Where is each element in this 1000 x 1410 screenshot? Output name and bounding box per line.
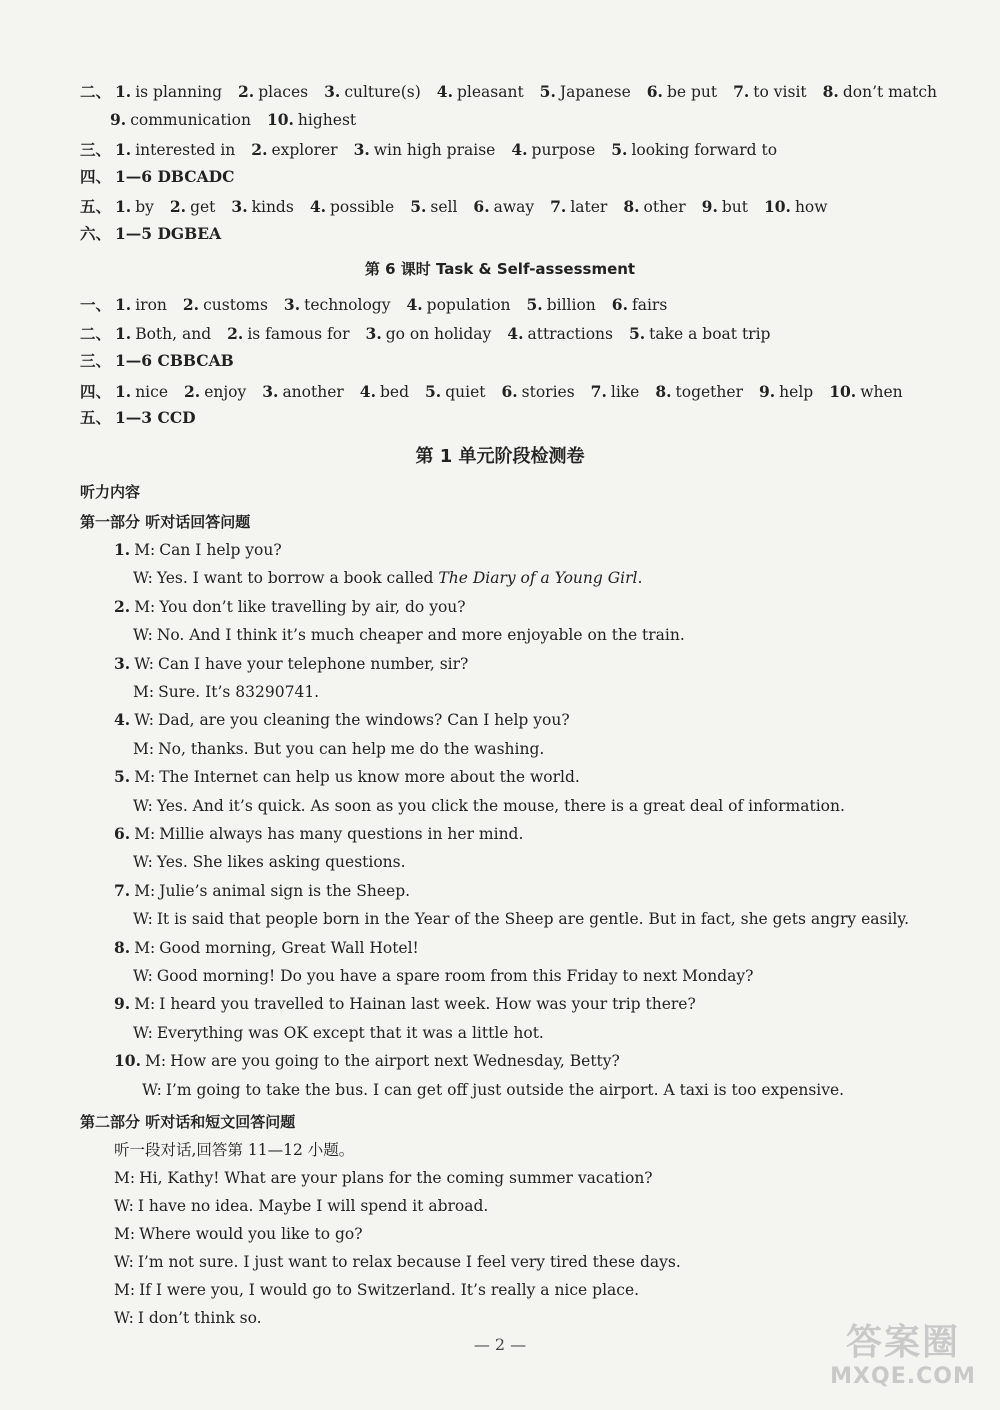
speaker-label: M: — [134, 541, 156, 559]
answer-text: to visit — [753, 83, 807, 101]
answer-item — [310, 198, 394, 216]
answer-row — [80, 347, 238, 375]
answer-item — [437, 83, 524, 101]
answer-text: Both, and — [135, 325, 212, 343]
answer-text: quiet — [445, 383, 486, 401]
answer-number: 3. — [365, 324, 382, 343]
answer-number: 6. — [611, 295, 628, 314]
answer-number: 1. — [115, 324, 132, 343]
row-label: 一、 — [80, 295, 112, 314]
answer-item — [110, 111, 251, 129]
row-label: 三、 — [80, 351, 112, 370]
answer-item — [170, 198, 216, 216]
answer-item — [115, 198, 154, 216]
row-label: 二、 — [80, 324, 112, 343]
answer-text: looking forward to — [631, 141, 778, 159]
speaker-label: W: — [133, 910, 153, 929]
answer-number: 10. — [829, 382, 857, 401]
answer-number: 3. — [324, 82, 341, 101]
dialogue-line — [133, 962, 753, 990]
speaker-label: M: — [134, 768, 156, 787]
answer-text: pleasant — [456, 83, 524, 101]
answer-item — [591, 383, 640, 401]
answer-text: win high praise — [373, 141, 496, 159]
dialogue-line — [133, 735, 544, 763]
answer-item — [473, 198, 534, 216]
answer-text: places — [258, 83, 309, 101]
question-number: 5. — [114, 767, 131, 787]
answer-text: away — [493, 198, 535, 216]
answer-number: 1. — [115, 382, 132, 401]
row-label: 四、 — [80, 167, 112, 186]
answer-number: 2. — [184, 382, 201, 401]
speaker-label: W: — [134, 711, 154, 730]
dialogue-text: Yes. I want to borrow a book called — [156, 569, 439, 588]
answer-item — [267, 111, 356, 129]
answer-number: 1. — [115, 82, 132, 101]
answer-text: but — [721, 198, 748, 216]
answer-number: 4. — [436, 82, 453, 101]
speaker-label: M: — [114, 1281, 136, 1299]
answer-row — [80, 78, 953, 106]
dialogue-line — [114, 706, 570, 734]
answer-row — [110, 106, 372, 134]
answer-row — [80, 320, 786, 348]
answer-item — [764, 198, 828, 216]
dialogue-text: No, thanks. But you can help me do the washing. — [158, 739, 545, 758]
answer-text: help — [779, 383, 814, 401]
dialogue-text: Can I have your telephone number, sir? — [158, 654, 469, 673]
answer-text: another — [282, 383, 344, 401]
dialogue-text: Sure. It’s 83290741. — [158, 683, 320, 701]
answer-text: culture(s) — [344, 83, 421, 101]
answer-number: 8. — [655, 382, 672, 401]
dialogue-line — [114, 1192, 488, 1220]
answer-item — [702, 198, 748, 216]
answer-number: 8. — [623, 197, 640, 216]
answer-item — [238, 83, 308, 101]
answer-number: 4. — [359, 382, 376, 401]
answer-text: explorer — [271, 141, 338, 159]
dialogue-text: Can I help you? — [159, 541, 282, 559]
answer-item — [611, 141, 777, 159]
answer-item — [647, 83, 717, 101]
dialogue-text: Dad, are you cleaning the windows? Can I help you? — [158, 711, 570, 730]
answer-number: 10. — [763, 197, 791, 216]
answer-text: other — [643, 198, 686, 216]
answer-number: 1. — [115, 140, 132, 159]
answer-item — [527, 296, 596, 314]
answer-item — [115, 83, 222, 101]
answer-item — [184, 383, 246, 401]
answer-number: 3. — [231, 197, 248, 216]
answer-number: 8. — [822, 82, 839, 101]
answer-item — [183, 296, 268, 314]
unit-test-title: 第 1 单元阶段检测卷 — [415, 446, 585, 467]
dialogue-line — [114, 1248, 681, 1276]
dialogue-text: How are you going to the airport next Wednesday, Betty? — [170, 1052, 620, 1071]
dialogue-text: Good morning, Great Wall Hotel! — [159, 938, 419, 957]
answer-row — [80, 378, 919, 406]
part1-title: 第一部分 听对话回答问题 — [80, 513, 251, 531]
dialogue-line — [114, 1047, 620, 1075]
speaker-label: W: — [133, 796, 153, 815]
row-label: 二、 — [80, 82, 112, 101]
speaker-label: W: — [133, 853, 153, 872]
answer-number: 3. — [353, 140, 370, 159]
dialogue-line — [142, 1076, 844, 1104]
answer-number: 2. — [182, 295, 200, 314]
dialogue-line — [114, 650, 468, 678]
answer-text: iron — [135, 296, 167, 314]
answer-number: 5. — [526, 295, 543, 314]
question-number: 7. — [114, 880, 131, 900]
question-number: 2. — [114, 596, 131, 616]
answer-item — [231, 198, 293, 216]
answer-text: how — [794, 198, 828, 216]
answer-item — [501, 383, 574, 401]
answer-number: 7. — [733, 82, 750, 101]
answer-number: 5. — [410, 197, 427, 216]
answer-item — [324, 83, 421, 101]
row-answer-text: 1—6 CBBCAB — [115, 351, 234, 370]
dialogue-line — [114, 1276, 639, 1304]
answer-item — [115, 325, 211, 343]
dialogue-line — [114, 593, 466, 621]
answer-number: 1. — [115, 295, 132, 314]
speaker-label: W: — [134, 654, 154, 673]
answer-item — [759, 383, 813, 401]
book-title: The Diary of a Young Girl — [438, 569, 638, 588]
question-number: 4. — [114, 710, 131, 730]
dialogue-line — [114, 536, 282, 564]
answer-item — [262, 383, 344, 401]
speaker-label: M: — [144, 1052, 167, 1071]
question-number: 9. — [114, 994, 131, 1014]
answer-text: technology — [304, 296, 391, 314]
speaker-label: M: — [133, 739, 155, 758]
answer-text: population — [426, 296, 511, 314]
answer-number: 9. — [701, 197, 718, 216]
speaker-label: M: — [114, 1225, 136, 1243]
answer-number: 5. — [628, 324, 646, 343]
dialogue-line — [114, 1304, 262, 1332]
dialogue-text: The Internet can help us know more about the world. — [159, 768, 580, 787]
speaker-label: W: — [133, 569, 153, 588]
speaker-label: W: — [133, 967, 153, 985]
answer-number: 9. — [758, 382, 776, 401]
row-answer-text: 1—6 DBCADC — [115, 167, 235, 186]
answer-text: Japanese — [559, 83, 631, 101]
speaker-label: M: — [134, 938, 156, 957]
answer-item — [115, 383, 168, 401]
answer-text: customs — [203, 296, 268, 314]
answer-text: go on holiday — [385, 325, 492, 343]
answer-item — [823, 83, 937, 101]
answer-item — [629, 325, 771, 343]
answer-number: 2. — [251, 140, 268, 159]
answer-item — [366, 325, 492, 343]
answer-item — [425, 383, 485, 401]
dialogue-line — [114, 877, 410, 905]
answer-text: highest — [297, 111, 357, 129]
answer-text: be put — [666, 83, 718, 101]
dialogue-line — [114, 1164, 653, 1192]
speaker-label: M: — [134, 995, 156, 1014]
answer-number: 2. — [238, 82, 255, 101]
answer-text: stories — [521, 383, 575, 401]
listening-label: 听力内容 — [80, 483, 141, 501]
question-number: 1. — [114, 540, 131, 559]
dialogue-line — [114, 820, 523, 848]
row-label: 六、 — [80, 224, 112, 243]
answer-row — [80, 404, 200, 432]
answer-row — [80, 220, 225, 248]
dialogue-text: . — [637, 569, 643, 588]
dialogue-text: I heard you travelled to Hainan last week. How was your trip there? — [159, 995, 696, 1014]
answer-number: 10. — [266, 110, 294, 129]
answer-item — [612, 296, 668, 314]
question-number: 6. — [114, 824, 131, 843]
answer-text: enjoy — [204, 383, 247, 401]
answer-text: possible — [330, 198, 395, 216]
dialogue-line — [133, 792, 845, 820]
part2-intro: 听一段对话,回答第 11—12 小题。 — [114, 1141, 355, 1159]
speaker-label: M: — [134, 597, 156, 616]
answer-number: 3. — [262, 382, 279, 401]
answer-number: 6. — [501, 382, 518, 401]
question-number: 8. — [114, 937, 131, 957]
answer-item — [284, 296, 391, 314]
answer-number: 3. — [283, 295, 301, 314]
answer-item — [507, 325, 613, 343]
speaker-label: M: — [133, 683, 155, 701]
dialogue-line — [133, 678, 319, 706]
answer-item — [251, 141, 337, 159]
answer-number: 5. — [539, 82, 556, 101]
dialogue-text: Hi, Kathy! What are your plans for the coming summer vacation? — [139, 1169, 653, 1187]
answer-item — [829, 383, 902, 401]
watermark-bottom: MXQE.COM — [830, 1364, 976, 1389]
dialogue-text: Where would you like to go? — [139, 1225, 363, 1243]
answer-text: kinds — [251, 198, 294, 216]
answer-number: 5. — [611, 140, 628, 159]
speaker-label: W: — [142, 1080, 162, 1099]
answer-text: take a boat trip — [649, 325, 771, 343]
dialogue-line — [133, 848, 406, 876]
answer-text: purpose — [531, 141, 596, 159]
answer-text: nice — [135, 383, 168, 401]
row-answer-text: 1—5 DGBEA — [115, 224, 222, 243]
answer-text: get — [190, 198, 216, 216]
answer-text: like — [610, 383, 640, 401]
answer-text: together — [675, 383, 743, 401]
speaker-label: W: — [133, 626, 153, 645]
answer-text: bed — [379, 383, 410, 401]
speaker-label: W: — [114, 1253, 134, 1271]
dialogue-text: Good morning! Do you have a spare room from this Friday to next Monday? — [156, 967, 754, 985]
answer-text: interested in — [135, 141, 236, 159]
watermark-top: 答案圈 — [845, 1322, 960, 1363]
answer-row — [80, 193, 844, 221]
answer-item — [623, 198, 685, 216]
answer-text: by — [135, 198, 154, 216]
dialogue-line — [133, 621, 685, 649]
answer-item — [550, 198, 607, 216]
answer-text: when — [860, 383, 903, 401]
row-label: 四、 — [80, 382, 112, 401]
dialogue-line — [114, 990, 696, 1018]
answer-item — [733, 83, 807, 101]
dialogue-text: I have no idea. Maybe I will spend it abroad. — [137, 1197, 489, 1215]
speaker-label: W: — [133, 1023, 153, 1042]
answer-item — [410, 198, 457, 216]
watermark-logo — [818, 1322, 988, 1402]
answer-number: 6. — [473, 197, 490, 216]
dialogue-line — [133, 564, 642, 592]
answer-item — [354, 141, 496, 159]
answer-text: don’t match — [842, 83, 937, 101]
answer-number: 6. — [646, 82, 663, 101]
answer-item — [360, 383, 409, 401]
dialogue-line — [114, 1220, 363, 1248]
answer-item — [115, 141, 235, 159]
answer-number: 7. — [550, 197, 567, 216]
row-label: 五、 — [80, 197, 112, 216]
page-number: — 2 — — [473, 1335, 527, 1354]
answer-number: 7. — [590, 382, 607, 401]
row-label: 三、 — [80, 140, 112, 159]
dialogue-text: You don’t like travelling by air, do you? — [159, 597, 466, 616]
section-title: 第 6 课时 Task & Self-assessment — [364, 260, 636, 278]
dialogue-line — [114, 763, 580, 791]
row-answer-text: 1—3 CCD — [115, 408, 196, 427]
answer-number: 4. — [511, 140, 528, 159]
answer-number: 1. — [115, 197, 132, 216]
answer-text: fairs — [631, 296, 668, 314]
answer-item — [115, 296, 167, 314]
speaker-label: M: — [134, 881, 156, 900]
answer-item — [655, 383, 743, 401]
answer-number: 2. — [169, 197, 187, 216]
dialogue-text: Julie’s animal sign is the Sheep. — [159, 881, 411, 900]
part2-title: 第二部分 听对话和短文回答问题 — [80, 1113, 296, 1131]
answer-number: 4. — [507, 324, 524, 343]
question-number: 3. — [114, 653, 131, 673]
dialogue-text: If I were you, I would go to Switzerland. It’s really a nice place. — [139, 1281, 640, 1299]
answer-row — [80, 291, 683, 319]
dialogue-text: Yes. And it’s quick. As soon as you click the mouse, there is a great deal of information. — [156, 796, 845, 815]
answer-text: is famous for — [247, 325, 350, 343]
answer-text: later — [570, 198, 608, 216]
answer-text: sell — [430, 198, 458, 216]
answer-number: 4. — [309, 197, 326, 216]
answer-text: communication — [130, 111, 251, 129]
dialogue-line — [133, 1019, 544, 1047]
speaker-label: M: — [134, 825, 156, 843]
answer-row — [80, 136, 793, 164]
answer-number: 4. — [406, 295, 423, 314]
row-label: 五、 — [80, 408, 112, 427]
answer-item — [406, 296, 510, 314]
speaker-label: M: — [114, 1169, 136, 1187]
dialogue-line — [133, 905, 909, 933]
answer-item — [540, 83, 631, 101]
answer-text: attractions — [527, 325, 613, 343]
dialogue-text: Everything was OK except that it was a little hot. — [156, 1023, 544, 1042]
answer-item — [227, 325, 349, 343]
dialogue-line — [114, 934, 419, 962]
dialogue-text: It is said that people born in the Year of the Sheep are gentle. But in fact, she gets angry easily. — [156, 910, 910, 929]
answer-text: billion — [546, 296, 596, 314]
speaker-label: W: — [114, 1197, 134, 1215]
dialogue-text: I’m not sure. I just want to relax because I feel very tired these days. — [137, 1253, 681, 1271]
dialogue-text: Yes. She likes asking questions. — [156, 853, 406, 872]
dialogue-text: I’m going to take the bus. I can get off just outside the airport. A taxi is too expensive. — [165, 1080, 845, 1099]
answer-row — [80, 163, 238, 191]
question-number: 10. — [114, 1051, 141, 1071]
answer-item — [511, 141, 595, 159]
dialogue-text: I don’t think so. — [137, 1309, 262, 1327]
answer-text: is planning — [135, 83, 222, 101]
speaker-label: W: — [114, 1309, 134, 1327]
dialogue-text: Millie always has many questions in her mind. — [159, 825, 524, 843]
answer-number: 9. — [110, 110, 127, 129]
answer-number: 5. — [425, 382, 442, 401]
answer-number: 2. — [227, 324, 244, 343]
dialogue-text: No. And I think it’s much cheaper and more enjoyable on the train. — [156, 626, 685, 645]
